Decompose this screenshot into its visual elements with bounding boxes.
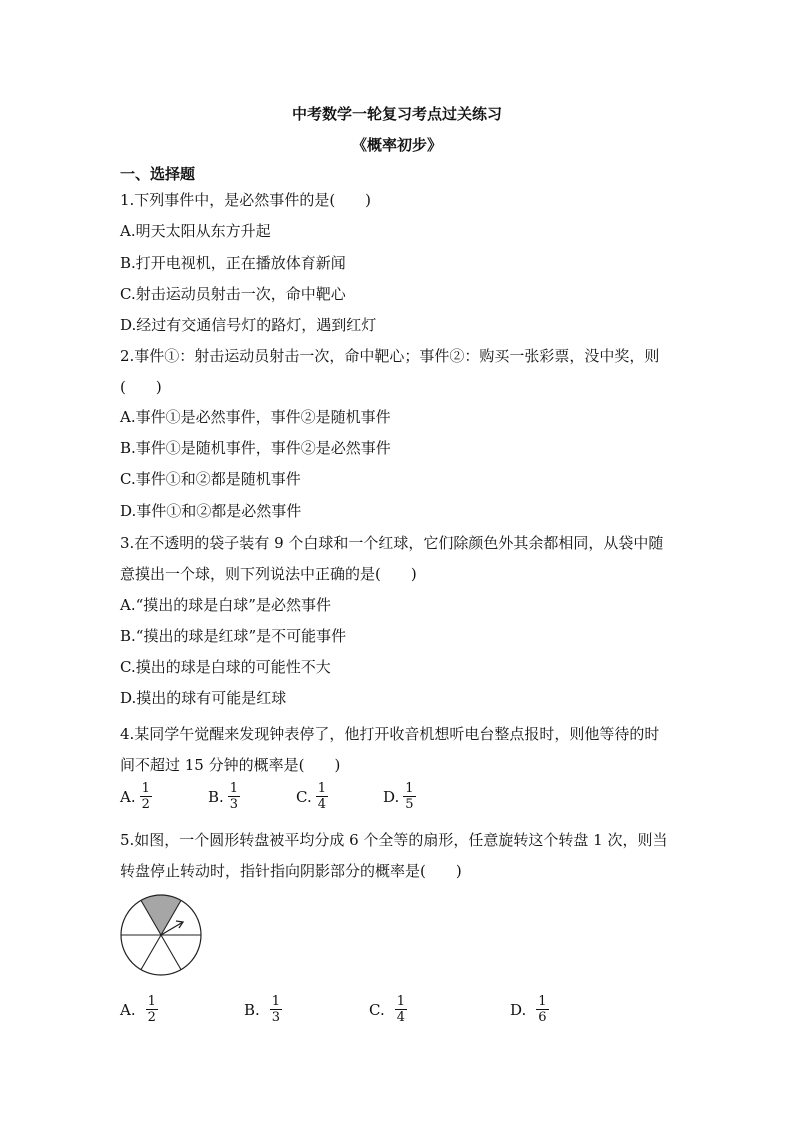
option-d: D.经过有交通信号灯的路灯，遇到红灯 xyxy=(120,316,377,334)
question-stem: 5.如图，一个圆形转盘被平均分成 6 个全等的扇形，任意旋转这个转盘 1 次，则当 xyxy=(120,831,668,849)
fraction: $\frac{1}{2}$ xyxy=(147,994,156,1025)
spinner-figure xyxy=(117,891,205,979)
question-stem: 3.在不透明的袋子装有 9 个白球和一个红球，它们除颜色外其余都相同，从袋中随 xyxy=(120,534,664,552)
option-a: A.事件①是必然事件，事件②是随机事件 xyxy=(120,408,391,426)
option-c: C.事件①和②都是随机事件 xyxy=(120,470,301,488)
option-label: C. xyxy=(369,1000,385,1019)
option-b: B.事件①是随机事件，事件②是必然事件 xyxy=(120,439,391,457)
option-label: C. xyxy=(296,787,312,806)
option-d xyxy=(383,781,416,812)
question-stem: 2.事件①：射击运动员射击一次，命中靶心；事件②：购买一张彩票，没中奖，则 xyxy=(120,347,660,365)
fraction: $\frac{1}{3}$ xyxy=(229,781,239,812)
option-b: B.打开电视机，正在播放体育新闻 xyxy=(120,254,346,272)
option-label: A. xyxy=(120,787,136,806)
option-b xyxy=(244,994,282,1025)
option-a: A.明天太阳从东方升起 xyxy=(120,222,271,240)
question-stem-cont: 转盘停止转动时，指针指向阴影部分的概率是( ) xyxy=(120,862,462,880)
document-title: 中考数学一轮复习考点过关练习 xyxy=(291,105,502,123)
option-label: D. xyxy=(383,787,400,806)
fraction: $\frac{1}{4}$ xyxy=(396,994,405,1025)
question-stem: 1.下列事件中，是必然事件的是( ) xyxy=(120,191,372,209)
option-a xyxy=(120,781,152,812)
question-stem: 4.某同学午觉醒来发现钟表停了，他打开收音机想听电台整点报时，则他等待的时 xyxy=(120,725,660,743)
fraction: $\frac{1}{3}$ xyxy=(271,994,281,1025)
option-label: B. xyxy=(244,1000,260,1019)
option-d xyxy=(510,994,549,1025)
option-a: A.“摸出的球是白球”是必然事件 xyxy=(120,596,331,614)
question-stem-cont: ( ) xyxy=(120,378,162,396)
option-label: A. xyxy=(120,1000,136,1019)
fraction: $\frac{1}{2}$ xyxy=(141,781,150,812)
option-label: D. xyxy=(510,1000,527,1019)
fraction: $\frac{1}{4}$ xyxy=(317,781,326,812)
question-stem-cont: 间不超过 15 分钟的概率是( ) xyxy=(120,756,341,774)
fraction: $\frac{1}{6}$ xyxy=(538,994,547,1025)
option-c xyxy=(296,781,328,812)
question-stem-cont: 意摸出一个球，则下列说法中正确的是( ) xyxy=(120,565,417,583)
option-d: D.事件①和②都是必然事件 xyxy=(120,502,302,520)
option-b: B.“摸出的球是红球”是不可能事件 xyxy=(120,627,347,645)
option-d: D.摸出的球有可能是红球 xyxy=(120,689,287,707)
option-c: C.射击运动员射击一次，命中靶心 xyxy=(120,285,346,303)
shaded-sector xyxy=(141,895,181,935)
fraction: $\frac{1}{5}$ xyxy=(405,781,414,812)
option-c: C.摸出的球是白球的可能性不大 xyxy=(120,658,331,676)
option-label: B. xyxy=(208,787,224,806)
option-c xyxy=(369,994,407,1025)
option-a xyxy=(120,994,158,1025)
section-heading: 一、选择题 xyxy=(120,165,196,183)
option-b xyxy=(208,781,240,812)
document-subtitle: 《概率初步》 xyxy=(351,136,442,154)
